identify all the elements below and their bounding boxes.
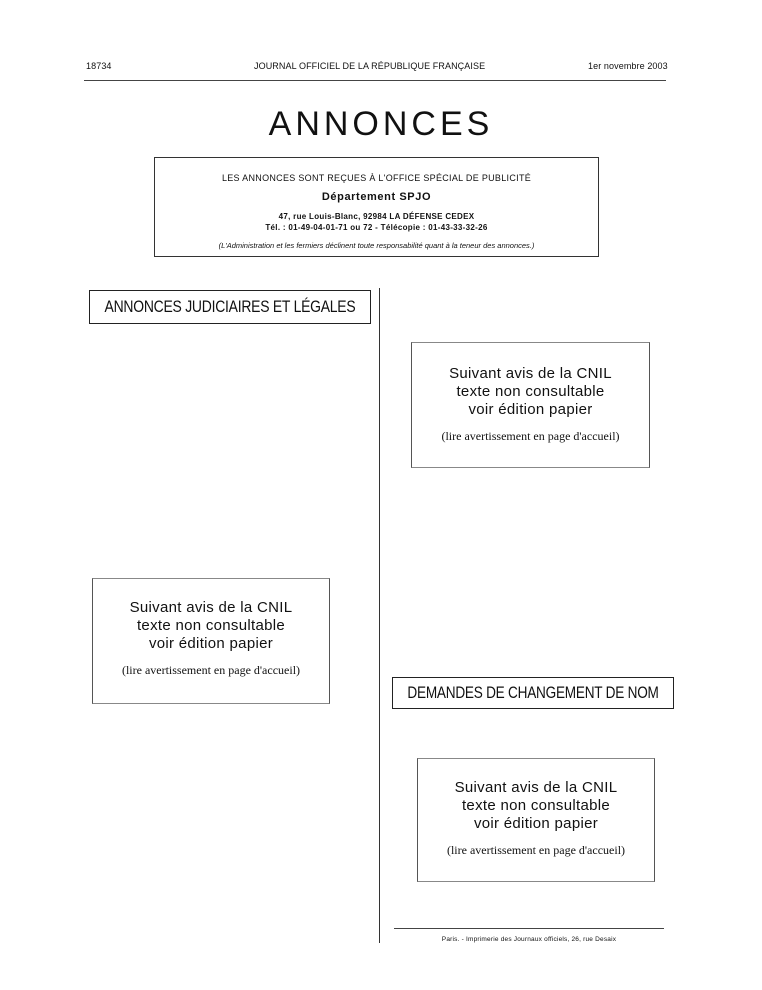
cnil-notice-line: voir édition papier xyxy=(148,635,274,652)
cnil-notice xyxy=(417,758,655,882)
section-heading-judiciaires-label: ANNONCES JUDICIAIRES ET LÉGALES xyxy=(104,297,356,316)
cnil-notice-note: (lire avertissement en page d'accueil) xyxy=(441,429,620,443)
cnil-notice-line: Suivant avis de la CNIL xyxy=(129,599,293,616)
section-heading-changement-nom xyxy=(392,677,674,709)
cnil-notice-line: Suivant avis de la CNIL xyxy=(449,365,612,382)
office-intro: LES ANNONCES SONT REÇUES À L'OFFICE SPÉCIAL DE PUBLICITÉ xyxy=(221,173,532,183)
cnil-notice-line: texte non consultable xyxy=(461,797,611,814)
cnil-notice-line: texte non consultable xyxy=(136,617,286,634)
cnil-notice-line: voir édition papier xyxy=(473,815,599,832)
cnil-notice xyxy=(92,578,330,704)
column-divider xyxy=(379,288,380,943)
office-department: Département SPJO xyxy=(321,191,432,203)
footer-rule xyxy=(394,928,664,929)
issue-date: 1er novembre 2003 xyxy=(588,61,668,71)
section-heading-judiciaires xyxy=(89,290,371,324)
cnil-notice-note: (lire avertissement en page d'accueil) xyxy=(121,663,301,677)
office-disclaimer: (L'Administration et les fermiers déclinent toute responsabilité quant à la teneur des annonces.) xyxy=(218,241,535,250)
journal-title: JOURNAL OFFICIEL DE LA RÉPUBLIQUE FRANÇAISE xyxy=(254,61,486,71)
office-address: 47, rue Louis-Blanc, 92984 LA DÉFENSE CEDEX xyxy=(278,212,475,221)
cnil-notice xyxy=(411,342,650,468)
page-title: ANNONCES xyxy=(268,105,494,143)
section-heading-changement-nom-label: DEMANDES DE CHANGEMENT DE NOM xyxy=(407,683,659,702)
printer-imprint: Paris. - Imprimerie des Journaux officiels, 26, rue Desaix xyxy=(441,936,617,943)
header-rule xyxy=(84,80,666,81)
cnil-notice-line: texte non consultable xyxy=(456,383,605,400)
office-phone: Tél. : 01-49-04-01-71 ou 72 - Télécopie : 01-43-33-32-26 xyxy=(265,223,488,232)
office-info-box xyxy=(154,157,599,257)
cnil-notice-note: (lire avertissement en page d'accueil) xyxy=(446,843,626,857)
cnil-notice-line: Suivant avis de la CNIL xyxy=(454,779,618,796)
page-number: 18734 xyxy=(86,61,112,71)
cnil-notice-line: voir édition papier xyxy=(468,401,593,418)
